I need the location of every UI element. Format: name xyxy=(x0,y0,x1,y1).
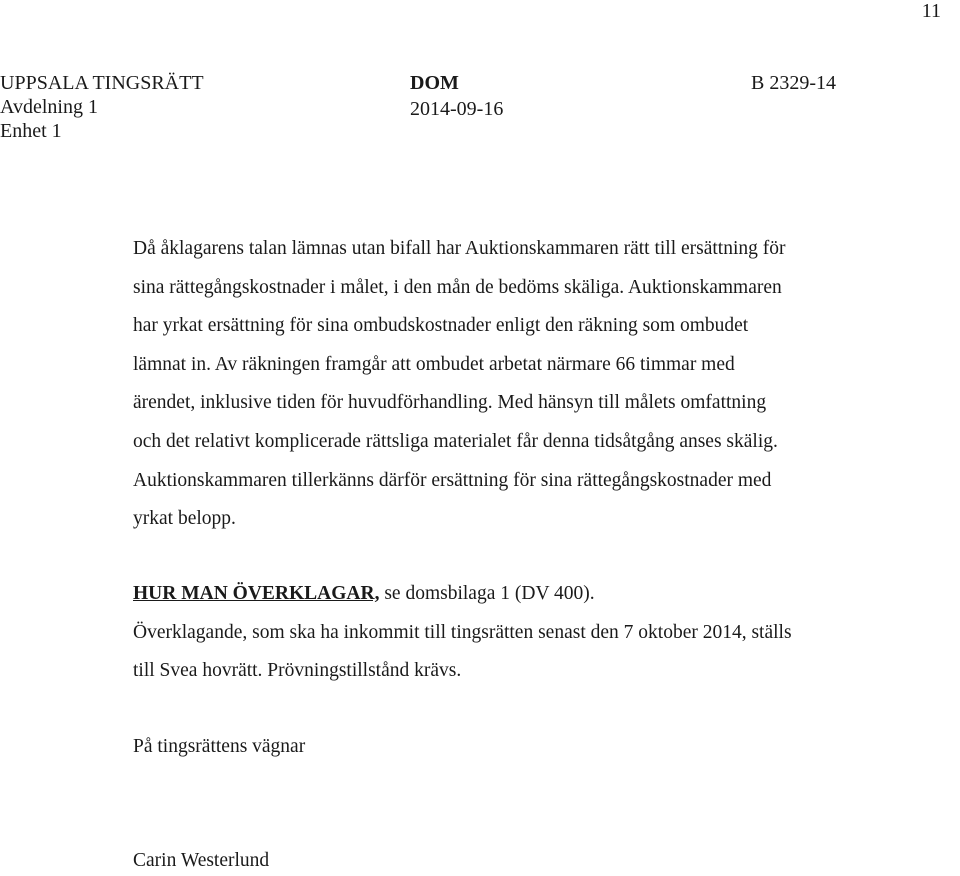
appeal-heading: HUR MAN ÖVERKLAGAR, xyxy=(133,583,380,604)
case-number: B 2329-14 xyxy=(751,72,836,94)
paragraph-line: Då åklagarens talan lämnas utan bifall har Auktionskammaren rätt till ersättning för xyxy=(133,238,786,259)
judgment-paragraph xyxy=(133,230,913,539)
paragraph-line: lämnat in. Av räkningen framgår att ombudet arbetat närmare 66 timmar med xyxy=(133,353,735,375)
division-label: Avdelning 1 xyxy=(0,96,98,118)
paragraph-line: och det relativt komplicerade rättsliga materialet får denna tidsåtgång anses skälig. xyxy=(133,430,778,452)
signer-name: Carin Westerlund xyxy=(133,850,270,871)
appeal-reference: se domsbilaga 1 (DV 400). xyxy=(379,583,595,604)
page-number: 11 xyxy=(921,0,941,22)
document-date: 2014-09-16 xyxy=(410,98,504,120)
appeal-heading-line xyxy=(133,575,933,614)
document-type: DOM xyxy=(410,72,459,94)
unit-label: Enhet 1 xyxy=(0,120,62,142)
appeal-section xyxy=(133,575,933,691)
paragraph-line: ärendet, inklusive tiden för huvudförhandling. Med hänsyn till målets omfattning xyxy=(133,392,767,414)
paragraph-line: yrkat belopp. xyxy=(133,508,236,530)
paragraph-line: Auktionskammaren tillerkänns därför ersättning för sina rättegångskostnader med xyxy=(133,469,772,491)
paragraph-line: har yrkat ersättning för sina ombudskostnader enligt den räkning som ombudet xyxy=(133,315,749,337)
appeal-line: Överklagande, som ska ha inkommit till tingsrätten senast den 7 oktober 2014, ställs xyxy=(133,621,792,643)
court-name: UPPSALA TINGSRÄTT xyxy=(0,72,204,94)
signoff: På tingsrättens vägnar xyxy=(133,736,306,757)
appeal-line: till Svea hovrätt. Prövningstillstånd krävs. xyxy=(133,660,462,682)
paragraph-line: sina rättegångskostnader i målet, i den mån de bedöms skäliga. Auktionskammaren xyxy=(133,276,782,298)
